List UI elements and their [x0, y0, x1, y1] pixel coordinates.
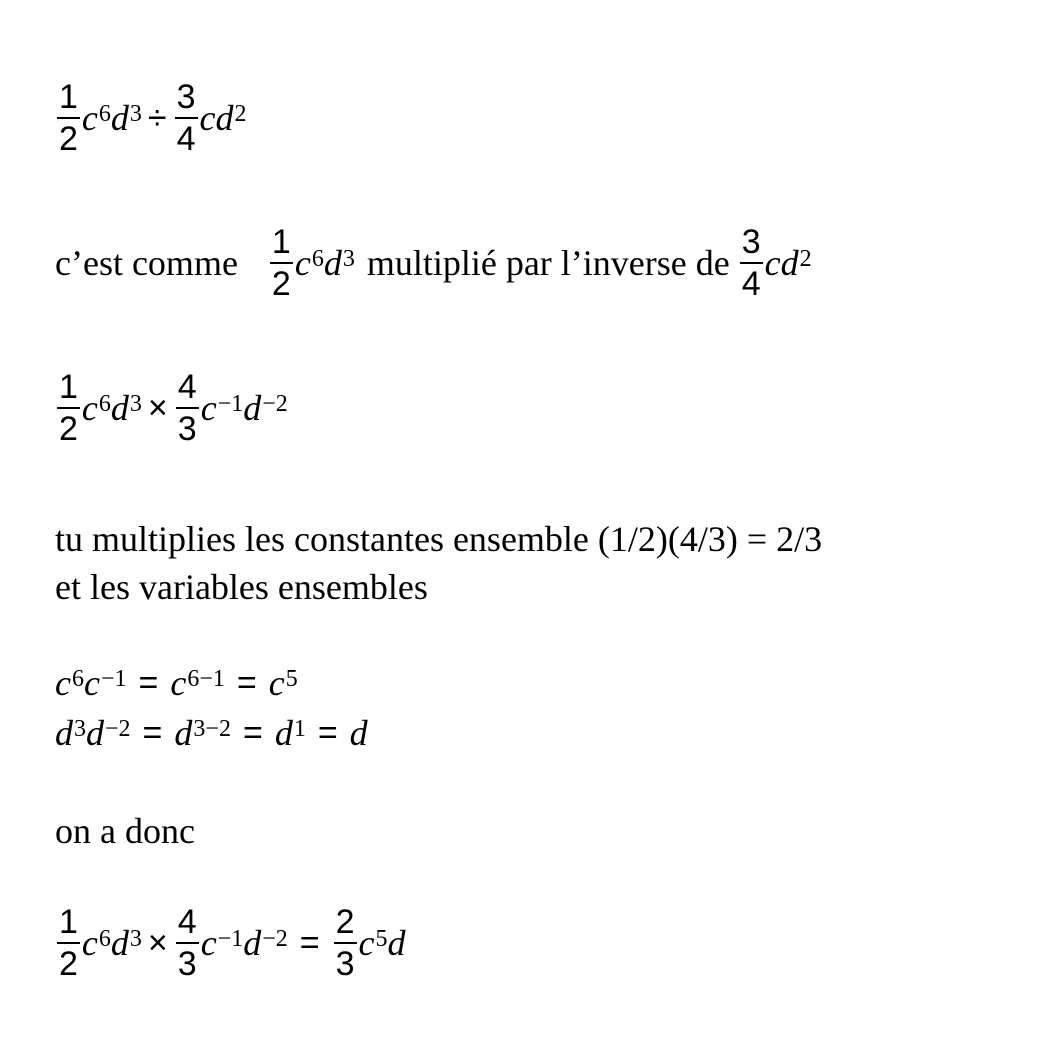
- fraction-denominator: 2: [270, 262, 293, 301]
- variable-d: d: [174, 713, 193, 753]
- fraction-denominator: 2: [57, 942, 80, 981]
- fraction-numerator: 3: [176, 78, 196, 116]
- fraction-denominator: 2: [57, 117, 80, 156]
- middle-text: multiplié par l’inverse de: [366, 243, 730, 283]
- paragraph-text: et les variables ensembles: [55, 567, 428, 607]
- variable-c: c: [81, 388, 98, 428]
- fraction-numerator: 4: [177, 368, 197, 406]
- variable-d: d: [110, 388, 129, 428]
- variable-c: c: [81, 923, 98, 963]
- fraction-one-half: [270, 225, 293, 301]
- intro-text: c’est comme: [55, 243, 238, 283]
- fraction-denominator: 3: [176, 942, 199, 981]
- fraction-numerator: 1: [59, 903, 78, 941]
- variable-d: d: [110, 923, 129, 963]
- fraction-denominator: 3: [334, 942, 357, 981]
- variable-d: d: [274, 713, 293, 753]
- fraction-denominator: 4: [175, 117, 198, 156]
- variable-c: c: [200, 923, 217, 963]
- fraction-two-thirds: [334, 905, 357, 981]
- fraction-four-thirds: [176, 370, 199, 446]
- variable-c: c: [55, 663, 71, 703]
- fraction-numerator: 4: [177, 903, 197, 941]
- equals-sign: =: [242, 713, 263, 752]
- variable-d: d: [215, 98, 234, 138]
- fraction-four-thirds: [176, 905, 199, 981]
- expression-division: $\frac{1}{2}$ c $^6$ d $^3$ ÷ $\frac{3}{4}$ c d $^2$: [59, 78, 247, 158]
- variable-c: c: [268, 663, 285, 703]
- variable-c: c: [200, 388, 217, 428]
- variable-c: c: [81, 98, 98, 138]
- fraction-denominator: 3: [176, 407, 199, 446]
- variable-d: d: [243, 923, 262, 963]
- fraction-numerator: 1: [59, 78, 78, 116]
- fraction-three-quarters: [175, 80, 198, 156]
- equation-c-exponents: c $^6$ c $^{-1}$ = c $^{6-1}$ = c $^5$: [55, 663, 298, 703]
- fraction-one-half: [57, 80, 80, 156]
- multiplication-operator: ×: [147, 923, 168, 962]
- variable-c: c: [199, 98, 216, 138]
- fraction-numerator: 2: [335, 903, 355, 941]
- fraction-one-half: [57, 905, 80, 981]
- variable-d: d: [243, 388, 262, 428]
- variable-d: d: [110, 98, 129, 138]
- final-equation: $\frac{1}{2}$ c $^6$ d $^3$ × $\frac{4}{3}$ c $^{-1}$ d $^{-2}$ = $\frac{2}{3}$ c $^5$ d: [59, 903, 406, 983]
- variable-d: d: [387, 923, 406, 963]
- equals-sign: =: [299, 923, 320, 962]
- equals-sign: =: [138, 663, 159, 702]
- equals-sign: =: [236, 663, 257, 702]
- division-operator: ÷: [147, 98, 167, 137]
- variable-d: d: [349, 713, 368, 753]
- variable-c: c: [358, 923, 375, 963]
- paragraph-line-constants: [55, 518, 822, 560]
- variable-d: d: [55, 713, 73, 753]
- expression-multiplication: $\frac{1}{2}$ c $^6$ d $^3$ × $\frac{4}{3}$ c $^{-1}$ d $^{-2}$: [59, 368, 288, 448]
- fraction-one-half: [57, 370, 80, 446]
- variable-c: c: [294, 243, 311, 283]
- fraction-denominator: 4: [740, 262, 763, 301]
- conclusion-line: [55, 810, 195, 852]
- fraction-numerator: 1: [59, 368, 78, 406]
- paragraph-text: tu multiplies les constantes ensemble (1/2)(4/3) = 2/3: [55, 519, 823, 559]
- variable-c: c: [83, 663, 100, 703]
- fraction-three-quarters: [740, 225, 763, 301]
- fraction-numerator: 1: [271, 223, 291, 261]
- fraction-numerator: 3: [741, 223, 761, 261]
- variable-c: c: [764, 243, 781, 283]
- equals-sign: =: [142, 713, 163, 752]
- variable-d: d: [323, 243, 342, 283]
- multiplication-operator: ×: [147, 388, 168, 427]
- variable-d: d: [86, 713, 104, 753]
- equals-sign: =: [317, 713, 338, 752]
- explanation-inverse: c’est comme $\frac{1}{2}$ c $^6$ d $^3$ multiplié par l’inverse de $\frac{3}{4}$ c d $^2$: [55, 223, 812, 303]
- variable-c: c: [170, 663, 187, 703]
- conclusion-text: on a donc: [55, 811, 195, 851]
- paragraph-line-variables: [55, 566, 428, 608]
- variable-d: d: [780, 243, 799, 283]
- document-page: [55, 0, 1015, 1062]
- fraction-denominator: 2: [57, 407, 80, 446]
- equation-d-exponents: d $^3$ d $^{-2}$ = d $^{3-2}$ = d $^1$ = d: [55, 713, 368, 753]
